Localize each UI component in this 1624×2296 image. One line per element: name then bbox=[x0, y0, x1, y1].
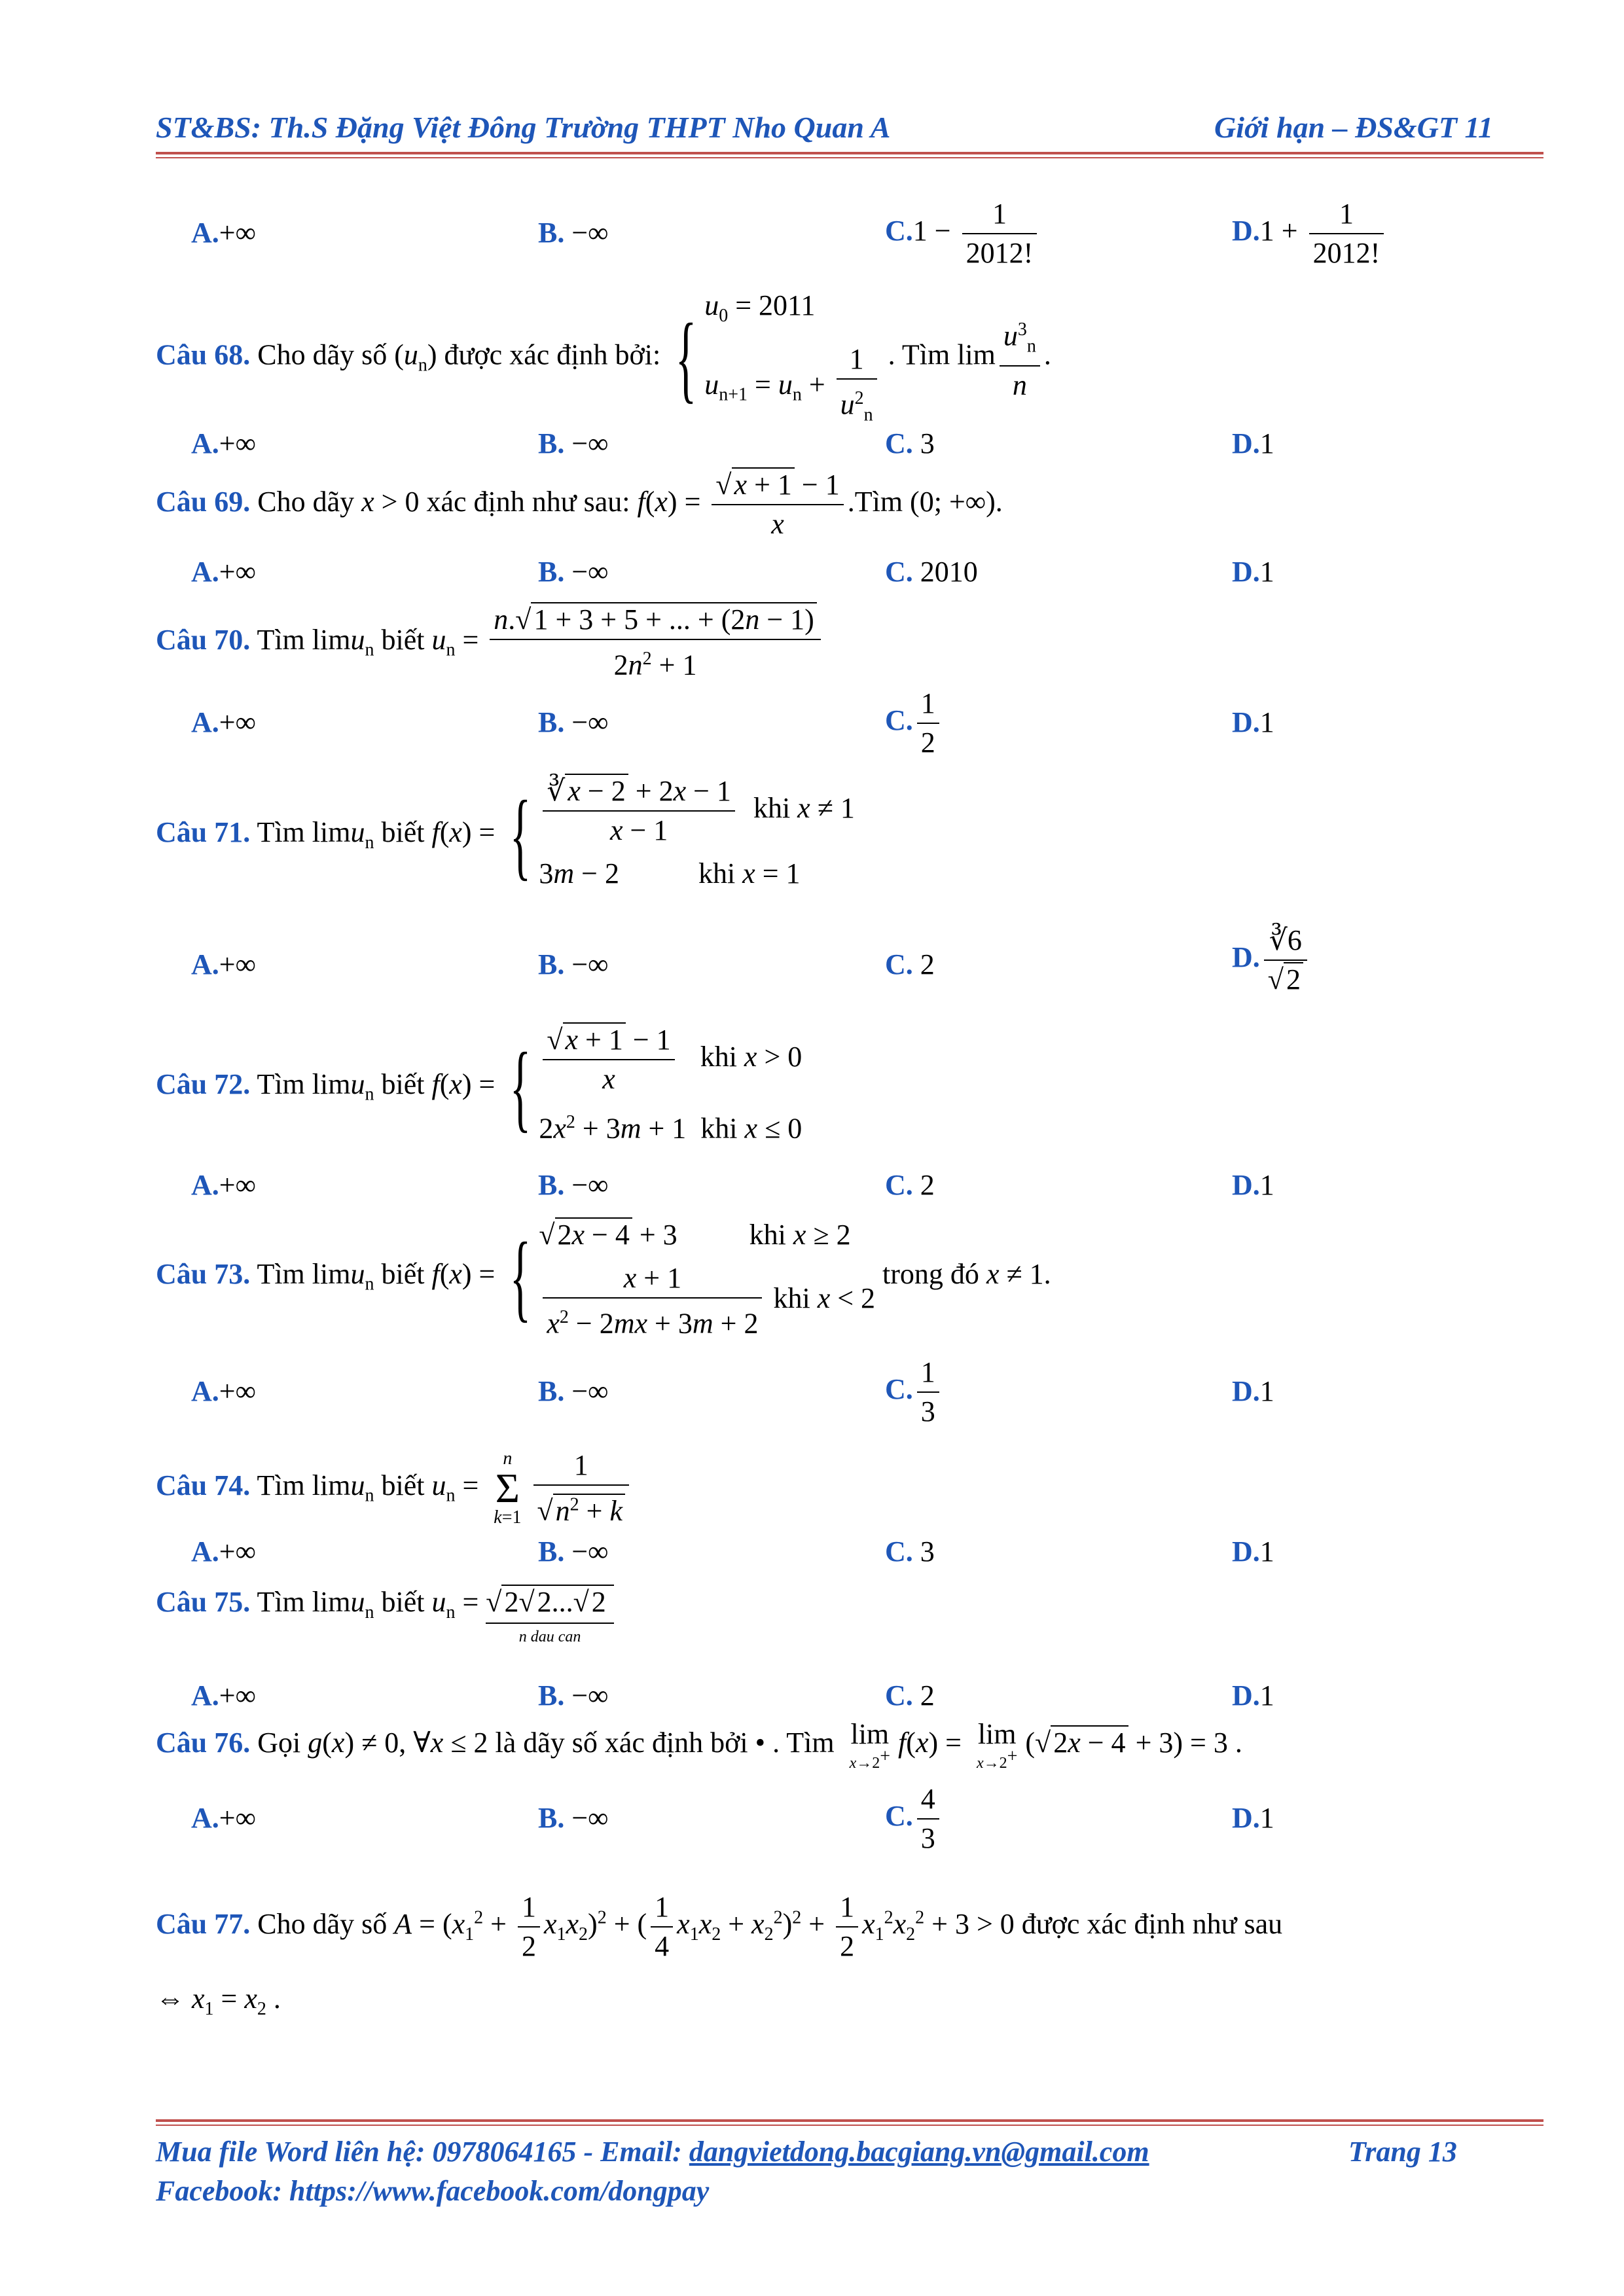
question-71: Câu 71. Tìm limu$_n$ biết f(x) = { $\frac{∛x - 2 + 2x - 1}{x - 1}$ khi x ≠ 1 3m − 2 khi x = 1 bbox=[156, 772, 855, 898]
q73-option-b: B. −∞ bbox=[538, 1375, 609, 1407]
q74-option-a: A.+∞ bbox=[191, 1535, 256, 1568]
q76-option-c: C. $\frac{4}{3}$ bbox=[885, 1780, 943, 1857]
footer-contact: Mua file Word liên hệ: 0978064165 - Email: dangvietdong.bacgiang.vn@gmail.com bbox=[156, 2136, 1149, 2168]
question-75: Câu 75. Tìm limu$_n$ biết $u_n = √2√2...√2$ n dau can bbox=[156, 1585, 614, 1650]
footer-rule-thin bbox=[156, 2125, 1543, 2126]
header-right: Giới hạn – ĐS&GT 11 bbox=[1214, 111, 1493, 144]
q76-option-b: B. −∞ bbox=[538, 1802, 609, 1834]
q70-option-b: B. −∞ bbox=[538, 706, 609, 738]
q75-option-d: D.1 bbox=[1232, 1679, 1274, 1712]
q75-option-c: C. 2 bbox=[885, 1679, 935, 1712]
q71-option-d: D. $\frac{∛6}{√2}$ bbox=[1232, 922, 1311, 999]
prev-option-a: A.+∞ bbox=[191, 217, 256, 249]
header-rule-thin bbox=[156, 157, 1543, 158]
question-72: Câu 72. Tìm limu$_n$ biết f(x) = { $\frac{√x + 1 - 1}{x}$ khi x > 0 $2x^2 + 3m + 1$ khi x ≤ 0 bbox=[156, 1021, 802, 1153]
q71-option-c: C. 2 bbox=[885, 948, 935, 980]
q69-option-c: C. 2010 bbox=[885, 556, 978, 588]
q68-option-d: D.1 bbox=[1232, 427, 1274, 459]
header-left: ST&BS: Th.S Đặng Việt Đông Trường THPT Nho Quan A bbox=[156, 111, 891, 144]
footer-rule bbox=[156, 2119, 1543, 2122]
q68-option-b: B. −∞ bbox=[538, 427, 609, 459]
q75-option-b: B. −∞ bbox=[538, 1679, 609, 1712]
q74-option-b: B. −∞ bbox=[538, 1535, 609, 1568]
q72-option-d: D.1 bbox=[1232, 1169, 1274, 1201]
question-74: Câu 74. Tìm limu$_n$ biết $u_n$ = n Σ k=1 $\frac{1}{√n^2 + k}$ bbox=[156, 1446, 633, 1530]
q74-option-d: D.1 bbox=[1232, 1535, 1274, 1568]
q76-option-d: D.1 bbox=[1232, 1802, 1274, 1834]
question-73: Câu 73. Tìm limu$_n$ biết f(x) = { √2x − 4 + 3 khi x ≥ 2 $\frac{x + 1}{x^2 - 2mx + 3m + 2}$ khi x < 2 trong đó x ≠ 1. bbox=[156, 1219, 1051, 1340]
q71-option-b: B. −∞ bbox=[538, 948, 609, 980]
q75-option-a: A.+∞ bbox=[191, 1679, 256, 1712]
footer-page-number: Trang 13 bbox=[1348, 2136, 1457, 2168]
question-77-continuation: ⇔ $x_1 = x_2$ . bbox=[156, 1982, 281, 2019]
q70-option-c: C. $\frac{1}{2}$ bbox=[885, 685, 943, 762]
question-69: Câu 69. Cho dãy x > 0 xác định như sau: f(x) = $\frac{√x + 1 - 1}{x}$ .Tìm (0; +∞). bbox=[156, 466, 1003, 543]
q73-option-a: A.+∞ bbox=[191, 1375, 256, 1407]
question-68: Câu 68. Cho dãy số $(u_n)$ được xác định bởi: { $u_0 = 2011$ $u_{n+1} = u_n$ + $\frac{1}{u^2_n}$ . Tìm lim $\frac{u^3_n}{n}$ . bbox=[156, 289, 1051, 425]
q68-option-a: A.+∞ bbox=[191, 427, 256, 459]
header-rule bbox=[156, 152, 1543, 154]
q69-option-a: A.+∞ bbox=[191, 556, 256, 588]
q72-option-c: C. 2 bbox=[885, 1169, 935, 1201]
q68-option-c: C. 3 bbox=[885, 427, 935, 459]
q70-option-a: A.+∞ bbox=[191, 706, 256, 738]
q69-option-d: D.1 bbox=[1232, 556, 1274, 588]
q69-option-b: B. −∞ bbox=[538, 556, 609, 588]
prev-option-b: B. −∞ bbox=[538, 217, 609, 249]
prev-option-c: C.1 − $\frac{1}{2012!}$ bbox=[885, 195, 1041, 272]
prev-option-d: D.1 + $\frac{1}{2012!}$ bbox=[1232, 195, 1388, 272]
q70-option-d: D.1 bbox=[1232, 706, 1274, 738]
q76-option-a: A.+∞ bbox=[191, 1802, 256, 1834]
footer-facebook[interactable]: Facebook: https://www.facebook.com/dongpay bbox=[156, 2175, 710, 2207]
question-77: Câu 77. Cho dãy số $A = (x_1^2$ + $\frac{1}{2}$ $x_1x_2)^2$ + ( $\frac{1}{4}$ $x_1x_2 + x_2^2)^2$ + $\frac{1}{2}$ $x_1^2x_2^2 + 3 > 0$ được xác định như sau bbox=[156, 1888, 1282, 1965]
question-70: Câu 70. Tìm limu$_n$ biết $u_n$ = $\frac{n.√1 + 3 + 5 + ... + (2n - 1)}{2n^2 + 1}$ bbox=[156, 601, 825, 685]
q73-option-c: C. $\frac{1}{3}$ bbox=[885, 1354, 943, 1431]
footer-email-link[interactable]: dangvietdong.bacgiang.vn@gmail.com bbox=[689, 2136, 1149, 2168]
q72-option-a: A.+∞ bbox=[191, 1169, 256, 1201]
q72-option-b: B. −∞ bbox=[538, 1169, 609, 1201]
q74-option-c: C. 3 bbox=[885, 1535, 935, 1568]
q71-option-a: A.+∞ bbox=[191, 948, 256, 980]
q73-option-d: D.1 bbox=[1232, 1375, 1274, 1407]
question-76: Câu 76. Gọi g(x) ≠ 0, ∀x ≤ 2 là dãy số xác định bởi • . Tìm lim x→2+ f(x) = lim x→2+ (√2x − 4 + 3) = 3 . bbox=[156, 1718, 1242, 1772]
